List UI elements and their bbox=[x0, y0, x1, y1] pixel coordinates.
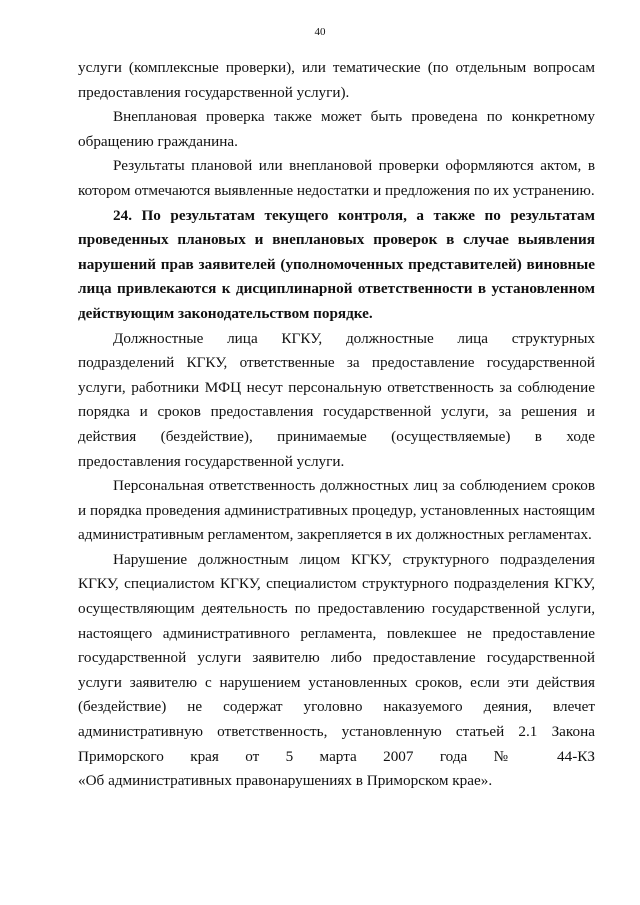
paragraph-law-title: «Об административных правонарушениях в Приморском крае». bbox=[78, 772, 493, 790]
paragraph-officials-responsibility: Должностные лица КГКУ, должностные лица структурных подразделений КГКУ, ответственные за предоставление государственной услуги, работники МФЦ несут персональную ответственность за соблюдение порядка и сроков предоставления государственной услуги, за решения и действия (бездействие), принимаемые (осуществляемые) в ходе предоставления государственной услуги. bbox=[78, 329, 595, 470]
paragraph-inspection-results: Результаты плановой или внеплановой проверки оформляются актом, в котором отмечаются выявленные недостатки и предложения по их устранению. bbox=[78, 157, 595, 199]
paragraph-continuation: услуги (комплексные проверки), или тематические (по отдельным вопросам предоставления государственной услуги). bbox=[78, 59, 595, 101]
paragraph-personal-responsibility: Персональная ответственность должностных лиц за соблюдением сроков и порядка проведения административных процедур, установленных настоящим административным регламентом, закрепляется в их должностных регламентах. bbox=[78, 477, 595, 544]
page-number: 40 bbox=[314, 26, 326, 38]
paragraph-unscheduled-inspection: Внеплановая проверка также может быть проведена по конкретному обращению гражданина. bbox=[78, 108, 595, 150]
document-body bbox=[78, 56, 595, 794]
paragraph-section-24: 24. По результатам текущего контроля, а также по результатам проведенных плановых и внеплановых проверок в случае выявления нарушений прав заявителей (уполномоченных представителей) виновные лица привлекаются к дисциплинарной ответственности в установленном действующим законодательством порядке. bbox=[78, 206, 595, 322]
paragraph-violation: Нарушение должностным лицом КГКУ, структурного подразделения КГКУ, специалистом КГКУ, специалистом структурного подразделения КГКУ, осуществляющим деятельность по предоставлению государственной услуги, настоящего административного регламента, повлекшее не предоставление государственной услуги заявителю либо предоставление государственной услуги заявителю с нарушением установленных сроков, если эти действия (бездействие) не содержат уголовно наказуемого деяния, влечет административную ответственность, установленную статьей 2.1 Закона Приморского края от 5 марта 2007 года № 44-КЗ bbox=[78, 550, 595, 765]
